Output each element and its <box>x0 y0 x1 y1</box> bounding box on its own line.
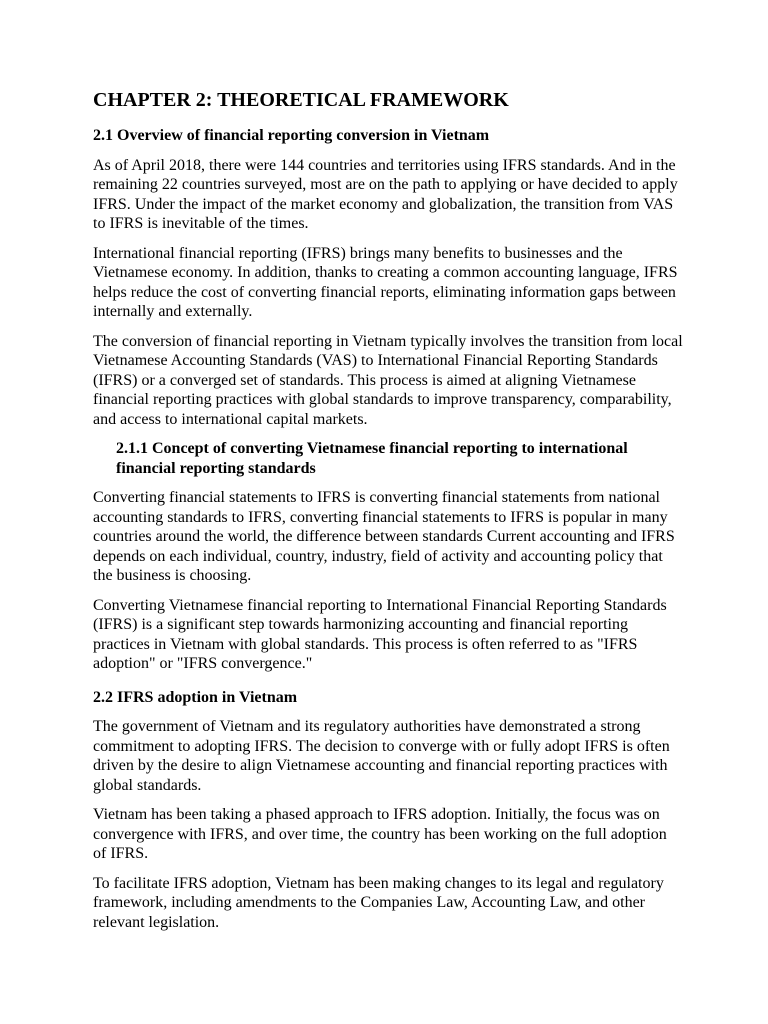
paragraph: International financial reporting (IFRS) brings many benefits to businesses and the Vietnamese economy. In addition, thanks to creating a common accounting language, IFRS helps reduce the cost of converting financial reports, eliminating information gaps between internally and externally. <box>93 244 678 320</box>
paragraph: Vietnam has been taking a phased approach to IFRS adoption. Initially, the focus was on convergence with IFRS, and over time, the country has been working on the full adoption of IFRS. <box>93 806 667 862</box>
paragraph: The conversion of financial reporting in Vietnam typically involves the transition from local Vietnamese Accounting Standards (VAS) to International Financial Reporting Standards (IFRS) or a converged set of standards. This process is aimed at aligning Vietnamese financial reporting practices with global standards to improve transparency, comparability, and access to international capital markets. <box>93 332 683 428</box>
chapter-title: CHAPTER 2: THEORETICAL FRAMEWORK <box>93 89 509 111</box>
paragraph: As of April 2018, there were 144 countries and territories using IFRS standards. And in the remaining 22 countries surveyed, most are on the path to applying or have decided to apply IFRS. Under the impact of the market economy and globalization, the transition from VAS to IFRS is inevitable of the times. <box>93 156 678 232</box>
section-heading-2-1: 2.1 Overview of financial reporting conversion in Vietnam <box>93 127 490 144</box>
document-body <box>93 88 683 932</box>
subsection-heading-2-1-1: 2.1.1 Concept of converting Vietnamese financial reporting to international financial reporting standards <box>116 440 628 477</box>
paragraph: Converting Vietnamese financial reporting to International Financial Reporting Standards (IFRS) is a significant step towards harmonizing accounting and financial reporting practices in Vietnam with global standards. This process is often referred to as "IFRS adoption" or "IFRS convergence." <box>93 596 667 672</box>
paragraph: To facilitate IFRS adoption, Vietnam has been making changes to its legal and regulatory framework, including amendments to the Companies Law, Accounting Law, and other relevant legislation. <box>93 874 664 931</box>
paragraph: Converting financial statements to IFRS is converting financial statements from national accounting standards to IFRS, converting financial statements to IFRS is popular in many countries around the world, the difference between standards Current accounting and IFRS depends on each individual, country, industry, field of activity and accounting policy that the business is choosing. <box>93 489 675 584</box>
paragraph: The government of Vietnam and its regulatory authorities have demonstrated a strong commitment to adopting IFRS. The decision to converge with or fully adopt IFRS is often driven by the desire to align Vietnamese accounting and financial reporting practices with global standards. <box>93 718 670 794</box>
section-heading-2-2: 2.2 IFRS adoption in Vietnam <box>93 688 298 706</box>
